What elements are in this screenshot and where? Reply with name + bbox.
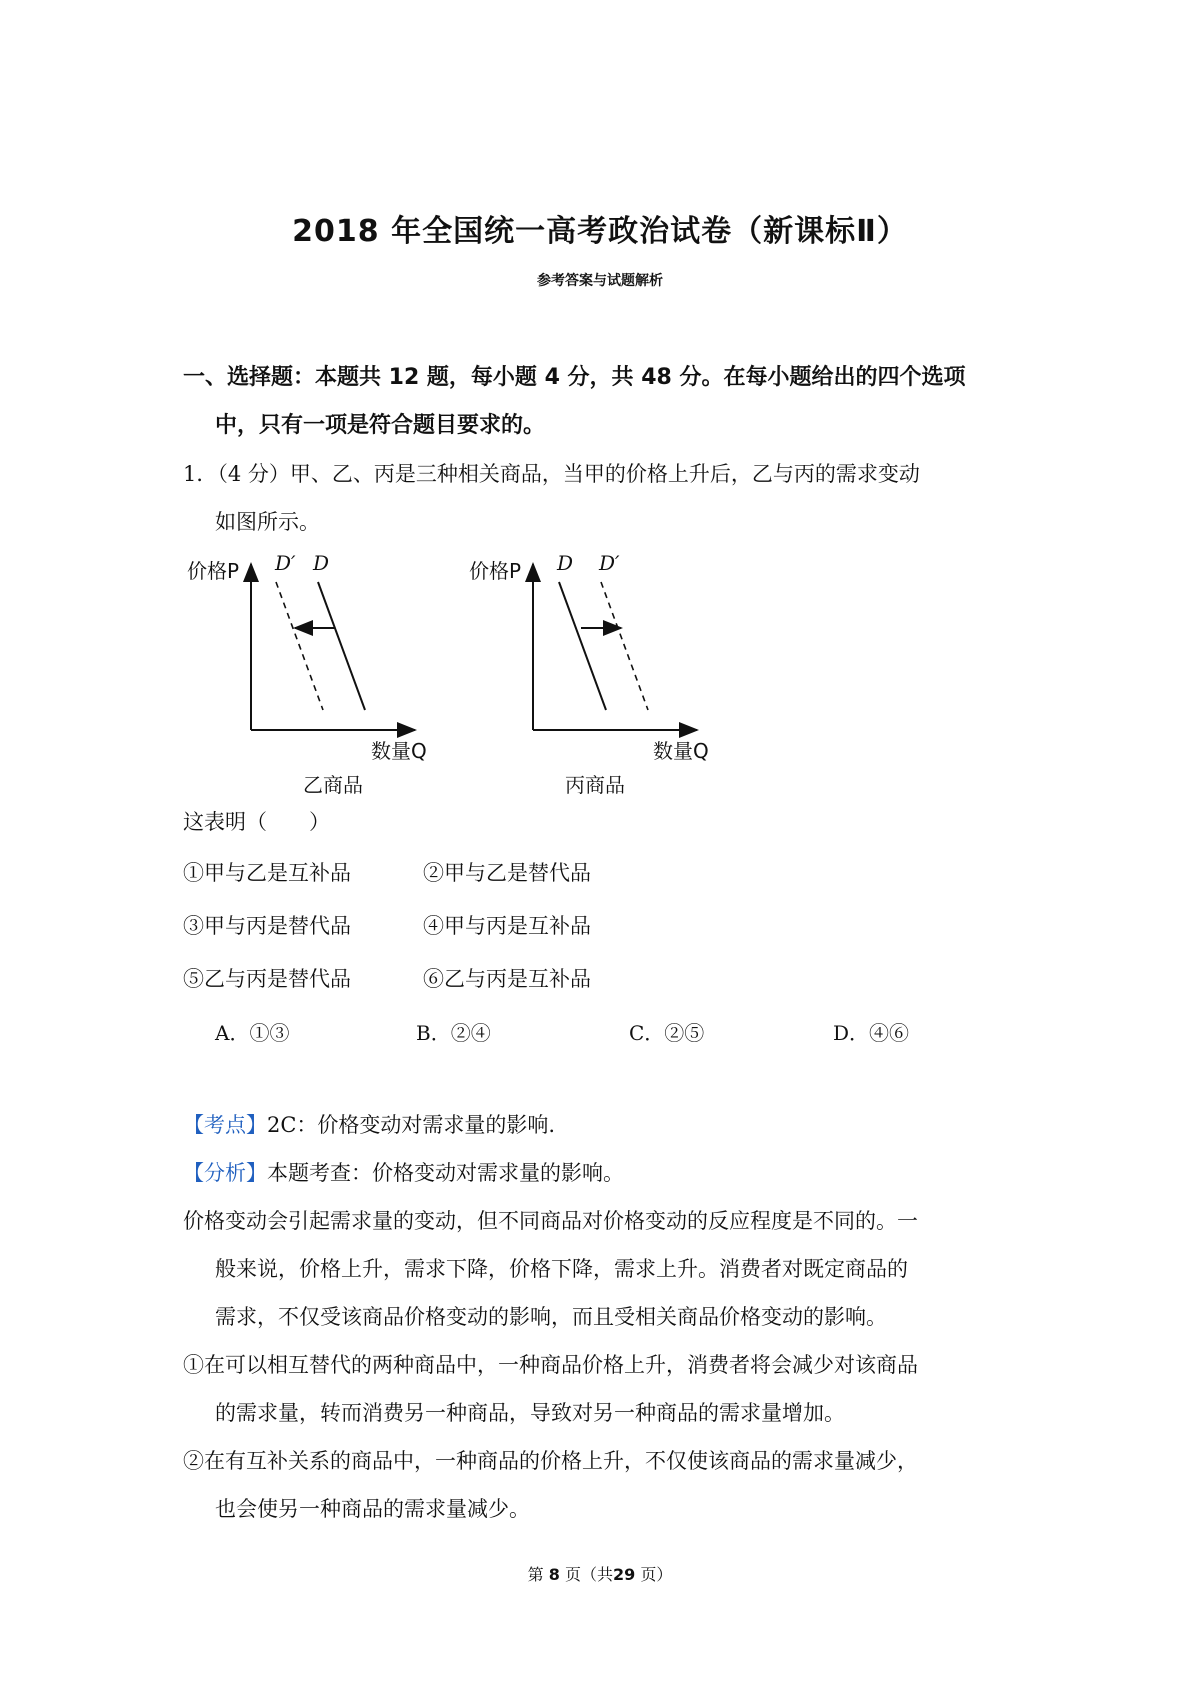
demand-curve-solid [559,582,606,710]
option-b: B．②④ [416,1021,491,1045]
question-stem-line2: 如图所示。 [215,510,320,534]
statement-5: ⑤乙与丙是替代品 [183,967,351,991]
footer-total-pages: 29 [612,1565,636,1584]
figure-caption: 丙商品 [565,773,625,797]
curve-label-right: D′ [599,551,620,575]
page-subtitle: 参考答案与试题解析 [537,273,663,289]
statement-4: ④甲与丙是互补品 [423,914,591,938]
demand-curve-solid [318,582,365,710]
section-heading-line2: 中，只有一项是符合题目要求的。 [215,413,546,438]
kaodian-text: 2C：价格变动对需求量的影响. [267,1113,556,1137]
analysis-para1-line3: 需求，不仅受该商品价格变动的影响，而且受相关商品价格变动的影响。 [215,1305,887,1329]
analysis-para1-line1: 价格变动会引起需求量的变动，但不同商品对价格变动的反应程度是不同的。一 [183,1209,918,1233]
kaodian-tag: 【考点】 [183,1113,267,1137]
footer-mid: 页（共 [564,1565,613,1584]
x-axis-label: 数量Q [653,739,709,763]
demand-curve-dashed [276,582,323,710]
question-prompt: 这表明（ ） [183,810,330,834]
figure-bing-demand-curve [465,548,725,798]
curve-label-left: D′ [275,551,296,575]
figure-caption: 乙商品 [303,773,363,797]
analysis-para3-line2: 也会使另一种商品的需求量减少。 [215,1497,530,1521]
analysis-para2-line2: 的需求量，转而消费另一种商品，导致对另一种商品的需求量增加。 [215,1401,845,1425]
statement-1: ①甲与乙是互补品 [183,861,351,885]
statement-2: ②甲与乙是替代品 [423,861,591,885]
section-heading-line1: 一、选择题：本题共 12 题，每小题 4 分，共 48 分。在每小题给出的四个选项 [183,365,966,390]
statement-3: ③甲与丙是替代品 [183,914,351,938]
footer-page-number: 8 [548,1565,560,1584]
page-title: 2018 年全国统一高考政治试卷（新课标Ⅱ） [292,214,908,249]
page-footer [0,1562,1200,1585]
curve-label-left: D [557,551,574,575]
analysis-para3-line1: ②在有互补关系的商品中，一种商品的价格上升，不仅使该商品的需求量减少， [183,1449,918,1473]
curve-label-right: D [313,551,330,575]
y-axis-label: 价格P [187,559,240,583]
fenxi-line [183,1157,624,1187]
option-c: C．②⑤ [629,1021,705,1045]
analysis-para2-line1: ①在可以相互替代的两种商品中，一种商品价格上升，消费者将会减少对该商品 [183,1353,918,1377]
question-stem-line1: 1．（4 分）甲、乙、丙是三种相关商品，当甲的价格上升后，乙与丙的需求变动 [183,462,920,486]
figure-yi-demand-curve [183,548,443,798]
footer-pre: 第 [527,1565,544,1584]
fenxi-tag: 【分析】 [183,1161,267,1185]
footer-post: 页） [640,1565,673,1584]
x-axis-label: 数量Q [371,739,427,763]
option-a: A．①③ [215,1021,290,1045]
analysis-para1-line2: 般来说，价格上升，需求下降，价格下降，需求上升。消费者对既定商品的 [215,1257,908,1281]
statement-6: ⑥乙与丙是互补品 [423,967,591,991]
demand-curve-dashed [601,582,648,710]
fenxi-text: 本题考查：价格变动对需求量的影响。 [267,1161,624,1185]
kaodian-line [183,1109,555,1139]
option-d: D．④⑥ [833,1021,910,1045]
y-axis-label: 价格P [469,559,522,583]
